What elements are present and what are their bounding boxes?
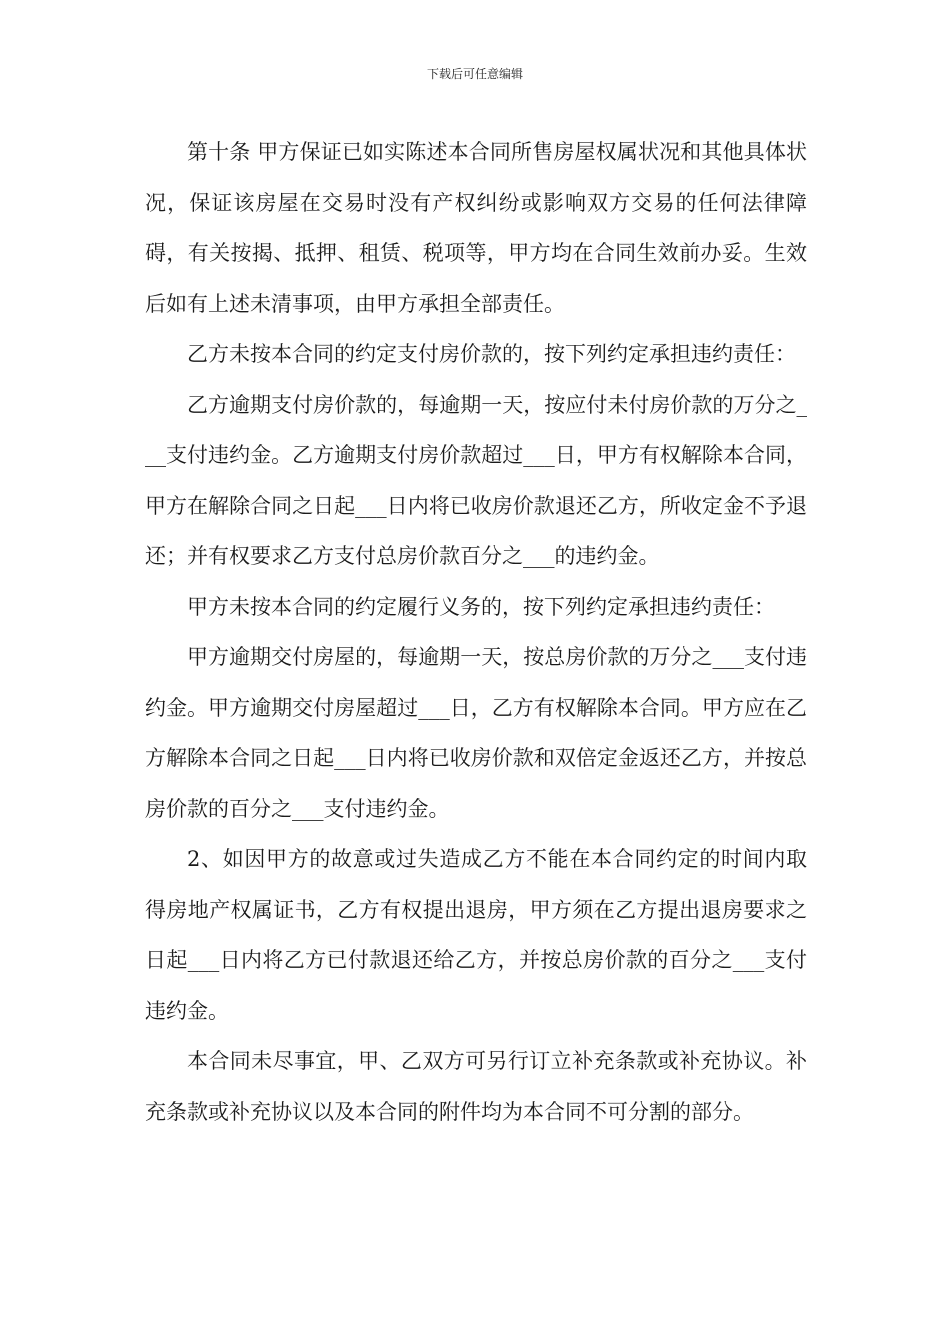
document-body (145, 127, 807, 1137)
paragraph-seller-late-delivery: 甲方逾期交付房屋的，每逾期一天，按总房价款的万分之___支付违约金。甲方逾期交付房屋超过___日，乙方有权解除本合同。甲方应在乙方解除本合同之日起___日内将已收房价款和双倍定金返还乙方，并按总房价款的百分之___支付违约金。 (145, 645, 807, 821)
paragraph-article-10: 第十条 甲方保证已如实陈述本合同所售房屋权属状况和其他具体状况，保证该房屋在交易时没有产权纠纷或影响双方交易的任何法律障碍，有关按揭、抵押、租赁、税项等，甲方均在合同生效前办妥。生效后如有上述未清事项，由甲方承担全部责任。 (145, 140, 807, 316)
page-header: 下载后可任意编辑 (426, 67, 523, 81)
paragraph-buyer-late-payment: 乙方逾期支付房价款的，每逾期一天，按应付未付房价款的万分之___支付违约金。乙方逾期支付房价款超过___日，甲方有权解除本合同，甲方在解除合同之日起___日内将已收房价款退还乙方，所收定金不予退还；并有权要求乙方支付总房价款百分之___的违约金。 (145, 392, 807, 568)
paragraph-seller-default-intro: 甲方未按本合同的约定履行义务的，按下列约定承担违约责任： (187, 594, 775, 619)
paragraph-supplementary: 本合同未尽事宜，甲、乙双方可另行订立补充条款或补充协议。补充条款或补充协议以及本合同的附件均为本合同不可分割的部分。 (145, 1049, 807, 1124)
paragraph-buyer-default-intro: 乙方未按本合同的约定支付房价款的，按下列约定承担违约责任： (187, 342, 796, 366)
paragraph-title-certificate: 2、如因甲方的故意或过失造成乙方不能在本合同约定的时间内取得房地产权属证书，乙方有权提出退房，甲方须在乙方提出退房要求之日起___日内将乙方已付款退还给乙方，并按总房价款的百分之___支付违约金。 (145, 847, 807, 1023)
